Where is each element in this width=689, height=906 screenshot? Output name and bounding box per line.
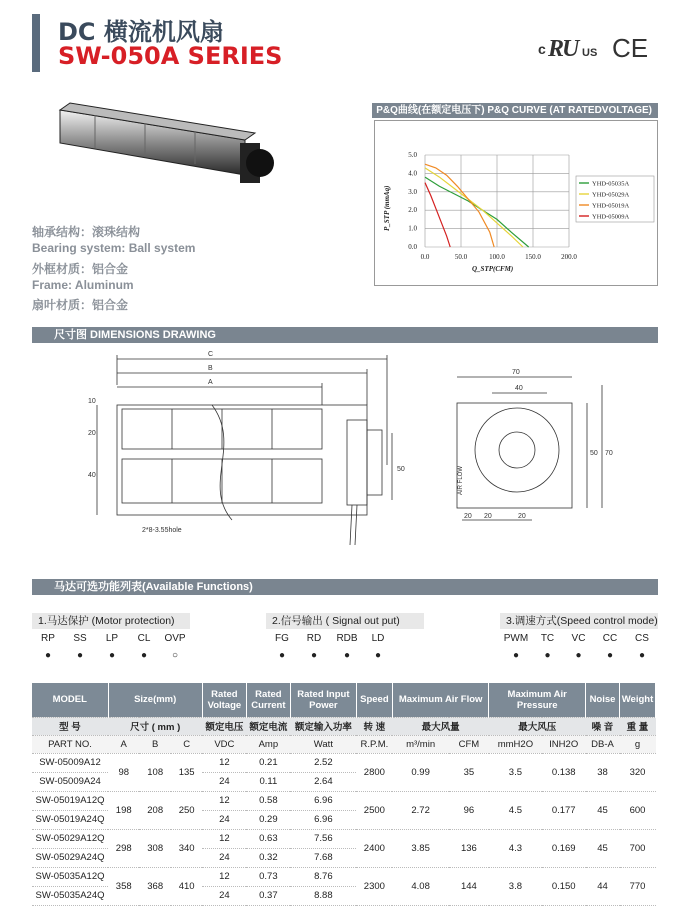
th-pressure: Maximum Air Pressure bbox=[489, 683, 586, 717]
x-tick-label: 150.0 bbox=[525, 253, 541, 261]
table-header-row bbox=[32, 683, 656, 717]
pressure-mm: 3.8 bbox=[489, 867, 542, 905]
weight: 320 bbox=[620, 753, 656, 791]
unit: DB-A bbox=[586, 735, 620, 753]
part-no: SW-05035A24Q bbox=[32, 886, 108, 905]
y-tick-label: 5.0 bbox=[408, 151, 417, 159]
dim-c-label: C bbox=[208, 351, 214, 358]
size-b: 308 bbox=[139, 829, 170, 867]
pq-chart bbox=[375, 121, 657, 285]
speed: 2400 bbox=[356, 829, 392, 867]
flow-m3: 2.72 bbox=[392, 791, 448, 829]
power: 8.88 bbox=[290, 886, 356, 905]
pressure-in: 0.177 bbox=[542, 791, 586, 829]
current: 0.63 bbox=[246, 829, 290, 848]
th-power: Rated Input Power bbox=[290, 683, 356, 717]
table-row bbox=[32, 753, 656, 772]
func-code: CL bbox=[137, 633, 151, 644]
size-a: 198 bbox=[108, 791, 139, 829]
func-mark: ● bbox=[512, 650, 520, 661]
size-a: 298 bbox=[108, 829, 139, 867]
dim-b-label: B bbox=[208, 365, 213, 372]
x-axis-label: Q_STP(CFM) bbox=[472, 265, 514, 273]
part-no: SW-05035A12Q bbox=[32, 867, 108, 886]
y-tick-label: 3.0 bbox=[408, 187, 417, 196]
func-code: SS bbox=[73, 633, 87, 644]
voltage: 12 bbox=[202, 791, 246, 810]
power: 2.52 bbox=[290, 753, 356, 772]
side-width-70: 70 bbox=[512, 369, 520, 376]
ul-ce-logo bbox=[536, 30, 660, 62]
th-speed: Speed bbox=[356, 683, 392, 717]
th-current: Rated Current bbox=[246, 683, 290, 717]
flow-m3: 0.99 bbox=[392, 753, 448, 791]
th-cn: 额定电压 bbox=[202, 717, 246, 735]
hole-label: 2*8-3.55hole bbox=[142, 527, 182, 534]
power: 6.96 bbox=[290, 810, 356, 829]
weight: 700 bbox=[620, 829, 656, 867]
power: 2.64 bbox=[290, 772, 356, 791]
spec-frame-cn: 外框材质：铝合金 bbox=[32, 262, 129, 276]
weight: 770 bbox=[620, 867, 656, 905]
pressure-in: 0.138 bbox=[542, 753, 586, 791]
func-code: CC bbox=[602, 633, 618, 644]
side-bottom-20a: 20 bbox=[464, 513, 472, 520]
side-bottom-20c: 20 bbox=[518, 513, 526, 520]
noise: 45 bbox=[586, 791, 620, 829]
table-row bbox=[32, 791, 656, 810]
page-title-cn: DC 横流机风扇 bbox=[58, 18, 224, 46]
legend-label: YHD-05035A bbox=[592, 180, 630, 188]
function-group-title: 2.信号输出 ( Signal out put) bbox=[266, 613, 424, 629]
th-cn: 最大风量 bbox=[392, 717, 489, 735]
dimensions-section-header: 尺寸图 DIMENSIONS DRAWING bbox=[32, 327, 658, 343]
voltage: 24 bbox=[202, 848, 246, 867]
func-mark: ● bbox=[544, 650, 551, 661]
function-group-title: 1.马达保护 (Motor protection) bbox=[32, 613, 190, 629]
power: 7.56 bbox=[290, 829, 356, 848]
func-code: VC bbox=[571, 633, 586, 644]
spec-frame-en: Frame: Aluminum bbox=[32, 278, 134, 292]
unit: A bbox=[108, 735, 139, 753]
y-tick-label: 4.0 bbox=[408, 169, 417, 178]
function-group-signal bbox=[266, 613, 424, 661]
current: 0.29 bbox=[246, 810, 290, 829]
unit: Watt bbox=[290, 735, 356, 753]
dimensions-drawing bbox=[32, 345, 658, 565]
function-group-title: 3.调速方式(Speed control mode) bbox=[500, 613, 658, 629]
unit: Amp bbox=[246, 735, 290, 753]
size-b: 208 bbox=[139, 791, 170, 829]
func-code: LD bbox=[371, 633, 385, 644]
part-no: SW-05009A24 bbox=[32, 772, 108, 791]
speed: 2300 bbox=[356, 867, 392, 905]
func-mark: ● bbox=[638, 650, 646, 661]
th-cn: 噪 音 bbox=[586, 717, 620, 735]
legend-label: YHD-05019A bbox=[592, 202, 630, 210]
current: 0.11 bbox=[246, 772, 290, 791]
pq-section-header: P&Q曲线(在额定电压下) P&Q CURVE (AT RATEDVOLTAGE) bbox=[372, 103, 658, 118]
table-header-cn-row bbox=[32, 717, 656, 735]
pressure-mm: 3.5 bbox=[489, 753, 542, 791]
side-height-50: 50 bbox=[590, 450, 598, 457]
func-mark: ● bbox=[108, 650, 116, 661]
spec-table bbox=[32, 683, 656, 906]
speed: 2800 bbox=[356, 753, 392, 791]
voltage: 24 bbox=[202, 772, 246, 791]
flow-cfm: 136 bbox=[449, 829, 489, 867]
function-group-motor bbox=[32, 613, 190, 661]
func-mark: ● bbox=[374, 650, 382, 661]
current: 0.21 bbox=[246, 753, 290, 772]
x-tick-label: 200.0 bbox=[561, 253, 577, 261]
size-c: 135 bbox=[171, 753, 202, 791]
side-width-40: 40 bbox=[515, 385, 523, 392]
th-model: MODEL bbox=[32, 683, 108, 717]
th-cn: 额定电流 bbox=[246, 717, 290, 735]
pressure-in: 0.150 bbox=[542, 867, 586, 905]
func-mark: ● bbox=[343, 650, 351, 661]
x-tick-label: 0.0 bbox=[420, 253, 430, 261]
power: 7.68 bbox=[290, 848, 356, 867]
y-tick-label: 0.0 bbox=[408, 243, 417, 251]
size-c: 410 bbox=[171, 867, 202, 905]
legend-label: YHD-05029A bbox=[592, 191, 630, 199]
functions-section-header: 马达可选功能列表(Available Functions) bbox=[32, 579, 658, 595]
current: 0.37 bbox=[246, 886, 290, 905]
unit: VDC bbox=[202, 735, 246, 753]
legend-label: YHD-05009A bbox=[592, 213, 630, 221]
pressure-mm: 4.5 bbox=[489, 791, 542, 829]
func-code: OVP bbox=[164, 633, 186, 644]
func-mark: ● bbox=[140, 650, 148, 661]
y-tick-label: 2.0 bbox=[408, 206, 417, 215]
certification-logos bbox=[536, 30, 660, 67]
func-mark: ● bbox=[575, 650, 582, 661]
func-code: TC bbox=[540, 633, 555, 644]
func-mark: ● bbox=[44, 650, 52, 661]
part-no: SW-05019A12Q bbox=[32, 791, 108, 810]
weight: 600 bbox=[620, 791, 656, 829]
flow-cfm: 35 bbox=[449, 753, 489, 791]
unit: B bbox=[139, 735, 170, 753]
series-line-YHD-05009A bbox=[425, 183, 450, 247]
th-size: Size(mm) bbox=[108, 683, 202, 717]
func-mark: ● bbox=[76, 650, 84, 661]
size-a: 98 bbox=[108, 753, 139, 791]
noise: 45 bbox=[586, 829, 620, 867]
part-no: SW-05029A12Q bbox=[32, 829, 108, 848]
size-c: 340 bbox=[171, 829, 202, 867]
table-units-row bbox=[32, 735, 656, 753]
unit: g bbox=[620, 735, 656, 753]
func-code: RP bbox=[41, 633, 55, 644]
power: 6.96 bbox=[290, 791, 356, 810]
unit: R.P.M. bbox=[356, 735, 392, 753]
series-line-YHD-05035A bbox=[425, 177, 529, 247]
unit: C bbox=[171, 735, 202, 753]
current: 0.73 bbox=[246, 867, 290, 886]
unit: CFM bbox=[449, 735, 489, 753]
current: 0.58 bbox=[246, 791, 290, 810]
part-no: SW-05029A24Q bbox=[32, 848, 108, 867]
fan-product-image bbox=[55, 95, 280, 200]
title-accent-bar bbox=[32, 14, 40, 72]
dim-10-label: 10 bbox=[88, 398, 96, 405]
func-code: RDB bbox=[336, 633, 358, 644]
func-mark: ● bbox=[310, 650, 318, 661]
unit: INH2O bbox=[542, 735, 586, 753]
th-cn: 重 量 bbox=[620, 717, 656, 735]
side-bottom-20b: 20 bbox=[484, 513, 492, 520]
x-tick-label: 50.0 bbox=[454, 253, 468, 261]
voltage: 24 bbox=[202, 886, 246, 905]
th-cn: 型 号 bbox=[32, 717, 108, 735]
unit: PART NO. bbox=[32, 735, 108, 753]
table-row bbox=[32, 829, 656, 848]
func-mark: ● bbox=[606, 650, 614, 661]
th-airflow: Maximum Air Flow bbox=[392, 683, 489, 717]
th-cn: 最大风压 bbox=[489, 717, 586, 735]
part-no: SW-05009A12 bbox=[32, 753, 108, 772]
func-code: RD bbox=[306, 633, 322, 644]
func-code: LP bbox=[105, 633, 119, 644]
svg-text:R: R bbox=[548, 36, 565, 62]
th-cn: 转 速 bbox=[356, 717, 392, 735]
y-tick-label: 1.0 bbox=[408, 224, 417, 233]
func-code: PWM bbox=[503, 633, 529, 644]
svg-text:US: US bbox=[582, 47, 598, 59]
voltage: 12 bbox=[202, 753, 246, 772]
flow-cfm: 144 bbox=[449, 867, 489, 905]
part-no: SW-05019A24Q bbox=[32, 810, 108, 829]
side-height-70: 70 bbox=[605, 450, 613, 457]
power: 8.76 bbox=[290, 867, 356, 886]
series-line-YHD-05029A bbox=[425, 168, 523, 247]
noise: 38 bbox=[586, 753, 620, 791]
voltage: 24 bbox=[202, 810, 246, 829]
size-b: 368 bbox=[139, 867, 170, 905]
th-voltage: Rated Voltage bbox=[202, 683, 246, 717]
dim-40-label: 40 bbox=[88, 472, 96, 479]
voltage: 12 bbox=[202, 829, 246, 848]
dim-50-label: 50 bbox=[397, 466, 405, 473]
size-a: 358 bbox=[108, 867, 139, 905]
th-cn: 尺寸 ( mm ) bbox=[108, 717, 202, 735]
func-mark: ● bbox=[278, 650, 286, 661]
svg-text:CE: CE bbox=[612, 33, 649, 62]
page-title-en: SW-050A SERIES bbox=[58, 42, 283, 70]
th-cn: 额定输入功率 bbox=[290, 717, 356, 735]
voltage: 12 bbox=[202, 867, 246, 886]
flow-m3: 4.08 bbox=[392, 867, 448, 905]
noise: 44 bbox=[586, 867, 620, 905]
x-tick-label: 100.0 bbox=[489, 253, 505, 261]
svg-text:U: U bbox=[562, 36, 580, 62]
size-b: 108 bbox=[139, 753, 170, 791]
func-code: FG bbox=[275, 633, 289, 644]
pressure-mm: 4.3 bbox=[489, 829, 542, 867]
spec-blade-cn: 扇叶材质：铝合金 bbox=[32, 298, 129, 312]
unit: m³/min bbox=[392, 735, 448, 753]
speed: 2500 bbox=[356, 791, 392, 829]
spec-bearing-en: Bearing system: Ball system bbox=[32, 241, 196, 255]
pressure-in: 0.169 bbox=[542, 829, 586, 867]
spec-bearing-cn: 轴承结构：滚珠结构 bbox=[32, 225, 141, 239]
table-row bbox=[32, 867, 656, 886]
current: 0.32 bbox=[246, 848, 290, 867]
airflow-label: AIR FLOW bbox=[458, 465, 464, 495]
flow-m3: 3.85 bbox=[392, 829, 448, 867]
func-code: CS bbox=[635, 633, 649, 644]
unit: mmH2O bbox=[489, 735, 542, 753]
dim-a-label: A bbox=[208, 379, 213, 386]
y-axis-label: P_STP (mmAq) bbox=[383, 185, 391, 231]
flow-cfm: 96 bbox=[449, 791, 489, 829]
func-mark: ○ bbox=[171, 650, 179, 661]
svg-text:c: c bbox=[538, 41, 546, 57]
series-line-YHD-05019A bbox=[425, 164, 494, 247]
size-c: 250 bbox=[171, 791, 202, 829]
th-weight: Weight bbox=[620, 683, 656, 717]
th-noise: Noise bbox=[586, 683, 620, 717]
dim-20-label: 20 bbox=[88, 430, 96, 437]
pq-chart-frame bbox=[374, 120, 658, 286]
function-group-speed bbox=[500, 613, 658, 661]
